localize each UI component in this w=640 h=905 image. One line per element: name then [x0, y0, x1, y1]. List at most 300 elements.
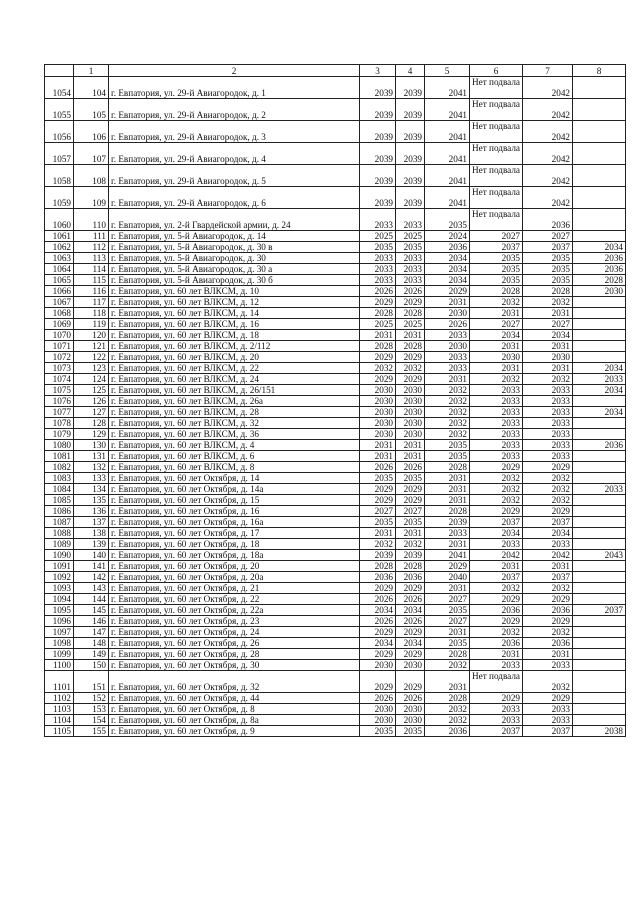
- table-cell: 131: [74, 451, 109, 462]
- table-cell: г. Евпатория, ул. 60 лет ВЛКСМ, д. 32: [109, 418, 360, 429]
- table-cell: 2030: [425, 308, 470, 319]
- table-cell: 2034: [425, 264, 470, 275]
- table-cell: 2029: [523, 594, 573, 605]
- table-cell: 2036: [360, 572, 396, 583]
- table-cell: 2026: [396, 594, 425, 605]
- table-cell: 2039: [396, 77, 425, 99]
- table-cell: 2033: [360, 209, 396, 231]
- table-cell: 2035: [396, 517, 425, 528]
- table-cell: Нет подвала: [470, 187, 523, 209]
- table-cell: 2034: [523, 528, 573, 539]
- table-cell: [573, 649, 626, 660]
- table-cell: 2037: [470, 726, 523, 737]
- table-cell: [573, 462, 626, 473]
- table-cell: 2042: [523, 165, 573, 187]
- table-row: [45, 451, 626, 462]
- table-cell: 1103: [45, 704, 74, 715]
- table-cell: 2026: [396, 286, 425, 297]
- table-cell: 1075: [45, 385, 74, 396]
- table-cell: 2032: [360, 539, 396, 550]
- table-cell: [573, 308, 626, 319]
- table-cell: 2031: [425, 539, 470, 550]
- table-cell: 2030: [360, 407, 396, 418]
- table-cell: 2029: [360, 583, 396, 594]
- table-cell: 2033: [396, 275, 425, 286]
- table-cell: г. Евпатория, ул. 60 лет ВЛКСМ, д. 26а: [109, 396, 360, 407]
- table-cell: [573, 330, 626, 341]
- table-cell: 130: [74, 440, 109, 451]
- table-row: [45, 242, 626, 253]
- table-cell: 152: [74, 693, 109, 704]
- table-cell: 2033: [470, 429, 523, 440]
- table-cell: 127: [74, 407, 109, 418]
- table-cell: 2032: [523, 583, 573, 594]
- table-cell: 2029: [396, 495, 425, 506]
- table-cell: 1071: [45, 341, 74, 352]
- table-cell: 2031: [523, 363, 573, 374]
- table-cell: 2035: [425, 451, 470, 462]
- table-cell: 2029: [523, 616, 573, 627]
- table-row: [45, 561, 626, 572]
- table-cell: 2034: [573, 407, 626, 418]
- table-cell: 2029: [360, 484, 396, 495]
- table-cell: 2033: [470, 385, 523, 396]
- table-row: [45, 484, 626, 495]
- table-cell: 2036: [573, 264, 626, 275]
- table-cell: 1088: [45, 528, 74, 539]
- table-cell: 2031: [470, 561, 523, 572]
- table-cell: 2039: [396, 165, 425, 187]
- table-cell: 2031: [470, 363, 523, 374]
- table-cell: 2035: [360, 517, 396, 528]
- table-row: [45, 143, 626, 165]
- table-cell: 2034: [425, 253, 470, 264]
- table-cell: 2030: [360, 704, 396, 715]
- table-row: [45, 385, 626, 396]
- table-cell: 2036: [470, 638, 523, 649]
- table-cell: 1086: [45, 506, 74, 517]
- table-cell: 2032: [523, 484, 573, 495]
- table-cell: 2033: [523, 539, 573, 550]
- table-cell: 2041: [425, 77, 470, 99]
- table-row: [45, 374, 626, 385]
- table-cell: 2036: [523, 605, 573, 616]
- table-cell: 2030: [396, 407, 425, 418]
- table-row: [45, 473, 626, 484]
- table-cell: 2033: [396, 253, 425, 264]
- table-cell: 2027: [396, 506, 425, 517]
- table-cell: [573, 165, 626, 187]
- table-cell: [573, 506, 626, 517]
- table-cell: 2032: [360, 363, 396, 374]
- table-cell: г. Евпатория, ул. 60 лет ВЛКСМ, д. 14: [109, 308, 360, 319]
- table-cell: 2029: [425, 286, 470, 297]
- table-cell: 2031: [425, 374, 470, 385]
- table-cell: 2029: [425, 561, 470, 572]
- table-cell: 151: [74, 671, 109, 693]
- table-cell: г. Евпатория, ул. 60 лет ВЛКСМ, д. 6: [109, 451, 360, 462]
- table-cell: 2028: [425, 462, 470, 473]
- table-cell: 2031: [425, 583, 470, 594]
- table-cell: 1100: [45, 660, 74, 671]
- table-cell: г. Евпатория, ул. 60 лет Октября, д. 16: [109, 506, 360, 517]
- table-cell: г. Евпатория, ул. 60 лет ВЛКСМ, д. 4: [109, 440, 360, 451]
- table-cell: 117: [74, 297, 109, 308]
- table-cell: 2032: [523, 297, 573, 308]
- table-cell: 2029: [396, 671, 425, 693]
- table-cell: 110: [74, 209, 109, 231]
- table-cell: 2034: [396, 605, 425, 616]
- table-cell: 2039: [396, 143, 425, 165]
- table-cell: 2035: [425, 638, 470, 649]
- table-cell: 2033: [523, 407, 573, 418]
- table-cell: 2032: [425, 418, 470, 429]
- table-cell: г. Евпатория, ул. 5-й Авиагородок, д. 30 б: [109, 275, 360, 286]
- table-cell: 1055: [45, 99, 74, 121]
- table-cell: 2042: [470, 550, 523, 561]
- table-cell: 2041: [425, 143, 470, 165]
- table-cell: г. Евпатория, ул. 60 лет ВЛКСМ, д. 16: [109, 319, 360, 330]
- table-cell: 2027: [523, 231, 573, 242]
- table-cell: 2029: [470, 506, 523, 517]
- table-cell: 2042: [523, 77, 573, 99]
- table-cell: [573, 143, 626, 165]
- table-cell: 2032: [425, 660, 470, 671]
- table-cell: 2033: [523, 418, 573, 429]
- table-cell: 1090: [45, 550, 74, 561]
- table-row: [45, 462, 626, 473]
- table-cell: [573, 594, 626, 605]
- table-cell: 119: [74, 319, 109, 330]
- table-cell: 2031: [425, 671, 470, 693]
- table-cell: 2027: [470, 319, 523, 330]
- table-cell: 2036: [573, 440, 626, 451]
- table-cell: 2032: [396, 539, 425, 550]
- table-cell: 142: [74, 572, 109, 583]
- table-cell: г. Евпатория, ул. 5-й Авиагородок, д. 30 а: [109, 264, 360, 275]
- table-cell: 2032: [523, 374, 573, 385]
- column-header: 6: [470, 65, 523, 77]
- table-cell: 2030: [425, 341, 470, 352]
- table-cell: 2036: [396, 572, 425, 583]
- table-row: [45, 99, 626, 121]
- table-cell: 2035: [523, 253, 573, 264]
- table-cell: 1064: [45, 264, 74, 275]
- table-cell: 2028: [360, 341, 396, 352]
- table-cell: г. Евпатория, ул. 60 лет ВЛКСМ, д. 36: [109, 429, 360, 440]
- table-cell: 104: [74, 77, 109, 99]
- table-cell: 2039: [360, 143, 396, 165]
- table-row: [45, 715, 626, 726]
- table-cell: г. Евпатория, ул. 60 лет Октября, д. 23: [109, 616, 360, 627]
- table-cell: 2032: [470, 583, 523, 594]
- table-cell: 2033: [470, 440, 523, 451]
- table-cell: г. Евпатория, ул. 29-й Авиагородок, д. 6: [109, 187, 360, 209]
- table-cell: г. Евпатория, ул. 60 лет Октября, д. 32: [109, 671, 360, 693]
- table-cell: 2028: [425, 506, 470, 517]
- table-row: [45, 165, 626, 187]
- table-row: [45, 616, 626, 627]
- table-cell: 2030: [396, 418, 425, 429]
- table-cell: 1068: [45, 308, 74, 319]
- table-cell: 2033: [470, 407, 523, 418]
- table-cell: 1066: [45, 286, 74, 297]
- table-cell: 1099: [45, 649, 74, 660]
- table-cell: 2034: [470, 528, 523, 539]
- table-cell: 2030: [396, 396, 425, 407]
- table-cell: 145: [74, 605, 109, 616]
- table-cell: [573, 627, 626, 638]
- table-cell: 2032: [425, 715, 470, 726]
- table-cell: 2031: [425, 297, 470, 308]
- table-cell: 2030: [360, 418, 396, 429]
- table-row: [45, 671, 626, 693]
- table-cell: 2033: [523, 704, 573, 715]
- table-cell: 2033: [470, 418, 523, 429]
- table-cell: 2027: [425, 594, 470, 605]
- table-cell: 2029: [360, 352, 396, 363]
- table-cell: 2030: [523, 352, 573, 363]
- table-cell: 2037: [573, 605, 626, 616]
- table-cell: 2032: [470, 374, 523, 385]
- table-cell: 2029: [523, 506, 573, 517]
- table-cell: 2036: [425, 242, 470, 253]
- table-cell: 2029: [470, 594, 523, 605]
- table-cell: 115: [74, 275, 109, 286]
- table-row: [45, 572, 626, 583]
- table-cell: 1087: [45, 517, 74, 528]
- table-cell: 2037: [523, 572, 573, 583]
- table-cell: 2028: [573, 275, 626, 286]
- table-cell: [573, 572, 626, 583]
- table-row: [45, 693, 626, 704]
- table-cell: 2041: [425, 121, 470, 143]
- table-cell: г. Евпатория, ул. 60 лет Октября, д. 22а: [109, 605, 360, 616]
- table-row: [45, 594, 626, 605]
- table-cell: 2033: [396, 264, 425, 275]
- table-cell: 2039: [396, 121, 425, 143]
- table-cell: [573, 517, 626, 528]
- table-cell: г. Евпатория, ул. 60 лет Октября, д. 44: [109, 693, 360, 704]
- table-cell: [573, 297, 626, 308]
- table-row: [45, 275, 626, 286]
- table-cell: 2039: [360, 77, 396, 99]
- table-cell: 2029: [470, 616, 523, 627]
- header-row: [45, 65, 626, 77]
- table-cell: 2035: [360, 726, 396, 737]
- table-cell: [573, 561, 626, 572]
- table-cell: 2033: [470, 704, 523, 715]
- table-cell: 144: [74, 594, 109, 605]
- table-cell: 2032: [425, 429, 470, 440]
- table-cell: 2032: [523, 495, 573, 506]
- table-cell: Нет подвала: [470, 671, 523, 693]
- table-cell: г. Евпатория, ул. 60 лет Октября, д. 15: [109, 495, 360, 506]
- table-cell: [573, 418, 626, 429]
- table-cell: 1085: [45, 495, 74, 506]
- table-cell: 147: [74, 627, 109, 638]
- table-cell: 2029: [396, 297, 425, 308]
- table-row: [45, 209, 626, 231]
- table-cell: 2030: [396, 429, 425, 440]
- table-cell: 121: [74, 341, 109, 352]
- table-cell: 2029: [396, 374, 425, 385]
- table-cell: 2042: [523, 143, 573, 165]
- table-cell: г. Евпатория, ул. 5-й Авиагородок, д. 14: [109, 231, 360, 242]
- table-cell: 2031: [360, 451, 396, 462]
- table-cell: 2028: [425, 693, 470, 704]
- table-cell: 2031: [425, 484, 470, 495]
- table-row: [45, 308, 626, 319]
- table-cell: 2026: [360, 462, 396, 473]
- table-cell: г. Евпатория, ул. 5-й Авиагородок, д. 30 в: [109, 242, 360, 253]
- table-row: [45, 363, 626, 374]
- table-cell: г. Евпатория, ул. 2-й Гвардейской армии, д. 24: [109, 209, 360, 231]
- column-header: [45, 65, 74, 77]
- table-row: [45, 297, 626, 308]
- table-cell: 2036: [573, 253, 626, 264]
- table-cell: 2035: [425, 440, 470, 451]
- table-cell: 2027: [360, 506, 396, 517]
- table-cell: 2033: [523, 429, 573, 440]
- table-cell: 124: [74, 374, 109, 385]
- table-cell: 2035: [523, 264, 573, 275]
- table-cell: 1062: [45, 242, 74, 253]
- table-cell: 2041: [425, 165, 470, 187]
- table-row: [45, 253, 626, 264]
- table-cell: г. Евпатория, ул. 60 лет ВЛКСМ, д. 28: [109, 407, 360, 418]
- table-cell: 1056: [45, 121, 74, 143]
- table-cell: 2041: [425, 550, 470, 561]
- table-cell: [573, 341, 626, 352]
- table-cell: 2027: [425, 616, 470, 627]
- table-row: [45, 77, 626, 99]
- table-cell: 1098: [45, 638, 74, 649]
- table-cell: г. Евпатория, ул. 60 лет ВЛКСМ, д. 24: [109, 374, 360, 385]
- table-cell: 111: [74, 231, 109, 242]
- table-cell: 129: [74, 429, 109, 440]
- table-cell: 132: [74, 462, 109, 473]
- table-cell: [573, 121, 626, 143]
- table-cell: 2033: [470, 396, 523, 407]
- table-cell: 155: [74, 726, 109, 737]
- table-cell: 2035: [470, 275, 523, 286]
- table-cell: [573, 473, 626, 484]
- table-cell: 105: [74, 99, 109, 121]
- table-cell: г. Евпатория, ул. 29-й Авиагородок, д. 1: [109, 77, 360, 99]
- table-cell: 2030: [396, 660, 425, 671]
- data-table: [44, 64, 626, 737]
- table-cell: 2035: [396, 726, 425, 737]
- table-cell: 133: [74, 473, 109, 484]
- table-cell: г. Евпатория, ул. 29-й Авиагородок, д. 3: [109, 121, 360, 143]
- table-row: [45, 429, 626, 440]
- table-cell: 135: [74, 495, 109, 506]
- table-cell: 2026: [360, 594, 396, 605]
- table-cell: 1092: [45, 572, 74, 583]
- table-cell: 2039: [360, 99, 396, 121]
- table-cell: 2034: [425, 275, 470, 286]
- table-cell: 2025: [360, 231, 396, 242]
- table-cell: 1083: [45, 473, 74, 484]
- table-cell: 1054: [45, 77, 74, 99]
- table-cell: Нет подвала: [470, 121, 523, 143]
- table-cell: 2032: [470, 484, 523, 495]
- table-cell: г. Евпатория, ул. 60 лет ВЛКСМ, д. 2/112: [109, 341, 360, 352]
- table-row: [45, 407, 626, 418]
- table-cell: 2030: [396, 704, 425, 715]
- table-cell: 2031: [396, 451, 425, 462]
- table-cell: 1082: [45, 462, 74, 473]
- table-cell: 2025: [396, 231, 425, 242]
- table-cell: 1091: [45, 561, 74, 572]
- table-row: [45, 704, 626, 715]
- table-cell: 2034: [360, 638, 396, 649]
- table-cell: 2031: [523, 308, 573, 319]
- table-cell: 1060: [45, 209, 74, 231]
- table-cell: 2034: [360, 605, 396, 616]
- table-cell: 143: [74, 583, 109, 594]
- table-cell: 2031: [425, 627, 470, 638]
- table-row: [45, 550, 626, 561]
- table-cell: 137: [74, 517, 109, 528]
- table-cell: 2030: [360, 396, 396, 407]
- table-cell: 2031: [396, 440, 425, 451]
- table-cell: 2029: [396, 583, 425, 594]
- table-cell: 2029: [523, 693, 573, 704]
- table-cell: [573, 451, 626, 462]
- table-cell: Нет подвала: [470, 77, 523, 99]
- table-cell: 126: [74, 396, 109, 407]
- table-cell: г. Евпатория, ул. 29-й Авиагородок, д. 5: [109, 165, 360, 187]
- table-cell: 2026: [425, 319, 470, 330]
- table-cell: 2039: [360, 121, 396, 143]
- table-cell: [573, 693, 626, 704]
- table-cell: 2033: [523, 396, 573, 407]
- table-row: [45, 352, 626, 363]
- table-row: [45, 440, 626, 451]
- table-cell: 2025: [396, 319, 425, 330]
- table-row: [45, 638, 626, 649]
- table-cell: 2039: [396, 187, 425, 209]
- table-cell: 1073: [45, 363, 74, 374]
- table-cell: 2033: [523, 440, 573, 451]
- table-cell: [573, 187, 626, 209]
- table-cell: 120: [74, 330, 109, 341]
- table-cell: 2034: [573, 385, 626, 396]
- table-cell: 2042: [523, 121, 573, 143]
- table-cell: Нет подвала: [470, 165, 523, 187]
- table-cell: 2026: [360, 693, 396, 704]
- table-cell: 2037: [523, 242, 573, 253]
- table-cell: г. Евпатория, ул. 60 лет ВЛКСМ, д. 20: [109, 352, 360, 363]
- table-cell: 1063: [45, 253, 74, 264]
- table-cell: 2035: [470, 264, 523, 275]
- table-cell: 149: [74, 649, 109, 660]
- table-cell: 2042: [523, 550, 573, 561]
- table-cell: 1076: [45, 396, 74, 407]
- column-header: 7: [523, 65, 573, 77]
- table-cell: [573, 495, 626, 506]
- table-cell: г. Евпатория, ул. 60 лет Октября, д. 20: [109, 561, 360, 572]
- table-cell: г. Евпатория, ул. 60 лет Октября, д. 28: [109, 649, 360, 660]
- table-cell: 2032: [425, 396, 470, 407]
- table-cell: 141: [74, 561, 109, 572]
- table-cell: г. Евпатория, ул. 60 лет Октября, д. 21: [109, 583, 360, 594]
- table-cell: 2035: [396, 473, 425, 484]
- table-cell: 2037: [523, 726, 573, 737]
- table-cell: 1095: [45, 605, 74, 616]
